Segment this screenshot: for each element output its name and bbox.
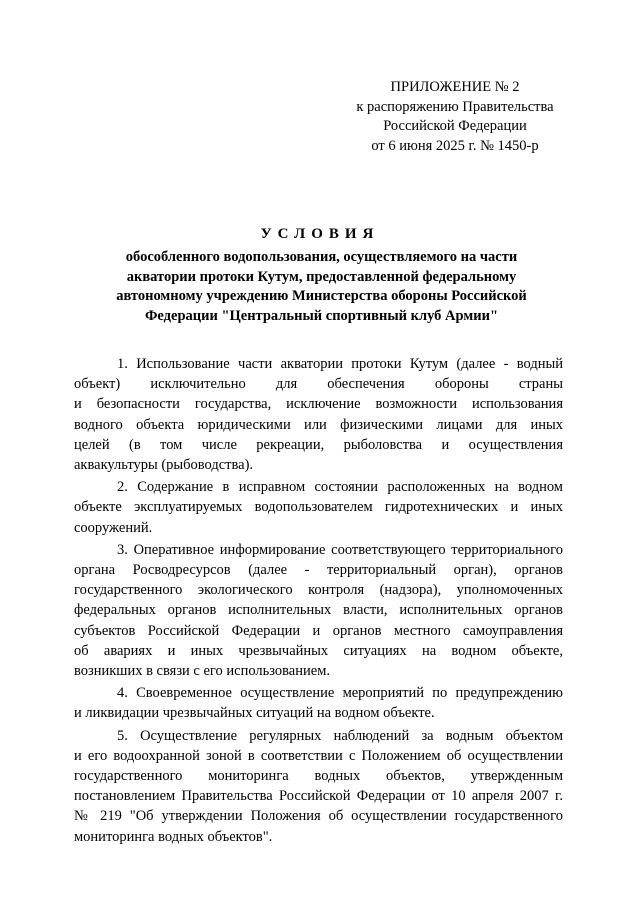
appendix-date-number: от 6 июня 2025 г. № 1450-р	[371, 137, 539, 154]
paragraph-line: целей (в том числе рекреации, рыболовства и осуществления	[74, 436, 563, 453]
paragraph-line: постановлением Правительства Российской Федерации от 10 апреля 2007 г.	[74, 788, 563, 805]
document-title: УСЛОВИЯ	[260, 226, 380, 242]
paragraph-line: мониторинга водных объектов".	[74, 828, 273, 845]
paragraph-line: 1. Использование части акватории протоки Кутум (далее - водный	[117, 356, 563, 372]
subtitle-line: автономному учреждению Министерства обороны Российской	[116, 288, 527, 304]
paragraph-line: 3. Оперативное информирование соответствующего территориального	[117, 541, 563, 558]
paragraph-line: государственного экологического контроля (надзора), уполномоченных	[74, 582, 563, 599]
paragraph-line: федеральных органов исполнительных власти, исполнительных органов	[74, 602, 563, 619]
paragraph-line: и ликвидации чрезвычайных ситуаций на водном объекте.	[74, 705, 435, 722]
paragraph-3	[74, 540, 563, 681]
paragraph-line: 2. Содержание в исправном состоянии расположенных на водном	[117, 479, 563, 496]
document-subtitle	[80, 248, 563, 326]
paragraph-line: 4. Своевременное осуществление мероприятий по предупреждению	[117, 685, 563, 702]
paragraph-1	[74, 354, 563, 475]
paragraph-line: аквакультуры (рыбоводства).	[74, 457, 254, 474]
paragraph-line: возникших в связи с его использованием.	[74, 663, 330, 680]
document-body	[74, 354, 563, 849]
subtitle-line: Федерации "Центральный спортивный клуб Армии"	[144, 307, 499, 324]
paragraph-5	[74, 726, 563, 847]
paragraph-line: об авариях и иных чрезвычайных ситуациях на водном объекте,	[74, 642, 563, 659]
paragraph-line: органа Росводресурсов (далее - территориальный орган), органов	[74, 562, 563, 579]
paragraph-line: государственного мониторинга водных объектов, утвержденным	[74, 768, 563, 785]
paragraph-line: 5. Осуществление регулярных наблюдений за водным объектом	[117, 727, 563, 744]
paragraph-2	[74, 477, 563, 538]
paragraph-line: и безопасности государства, исключение возможности использования	[74, 396, 563, 413]
subtitle-line: обособленного водопользования, осуществляемого на части	[125, 249, 518, 265]
paragraph-line: № 219 "Об утверждении Положения об осуществлении государственного	[74, 808, 563, 825]
paragraph-line: водного объекта юридическими или физическими лицами для иных	[74, 416, 563, 433]
appendix-to-order: к распоряжению Правительства	[356, 98, 554, 115]
appendix-authority: Российской Федерации	[383, 118, 527, 134]
subtitle-line: акватории протоки Кутум, предоставленной федеральному	[126, 268, 517, 285]
paragraph-4	[74, 683, 563, 723]
paragraph-line: субъектов Российской Федерации и органов местного самоуправления	[74, 622, 563, 639]
paragraph-line: объекте эксплуатируемых водопользователем гидротехнических и иных	[74, 499, 563, 516]
paragraph-line: сооружений.	[74, 519, 153, 536]
appendix-header	[330, 78, 580, 156]
paragraph-line: и его водоохранной зоной в соответствии с Положением об осуществлении	[74, 747, 563, 764]
paragraph-line: объект) исключительно для обеспечения обороны страны	[74, 376, 563, 393]
appendix-number: ПРИЛОЖЕНИЕ № 2	[390, 79, 520, 95]
